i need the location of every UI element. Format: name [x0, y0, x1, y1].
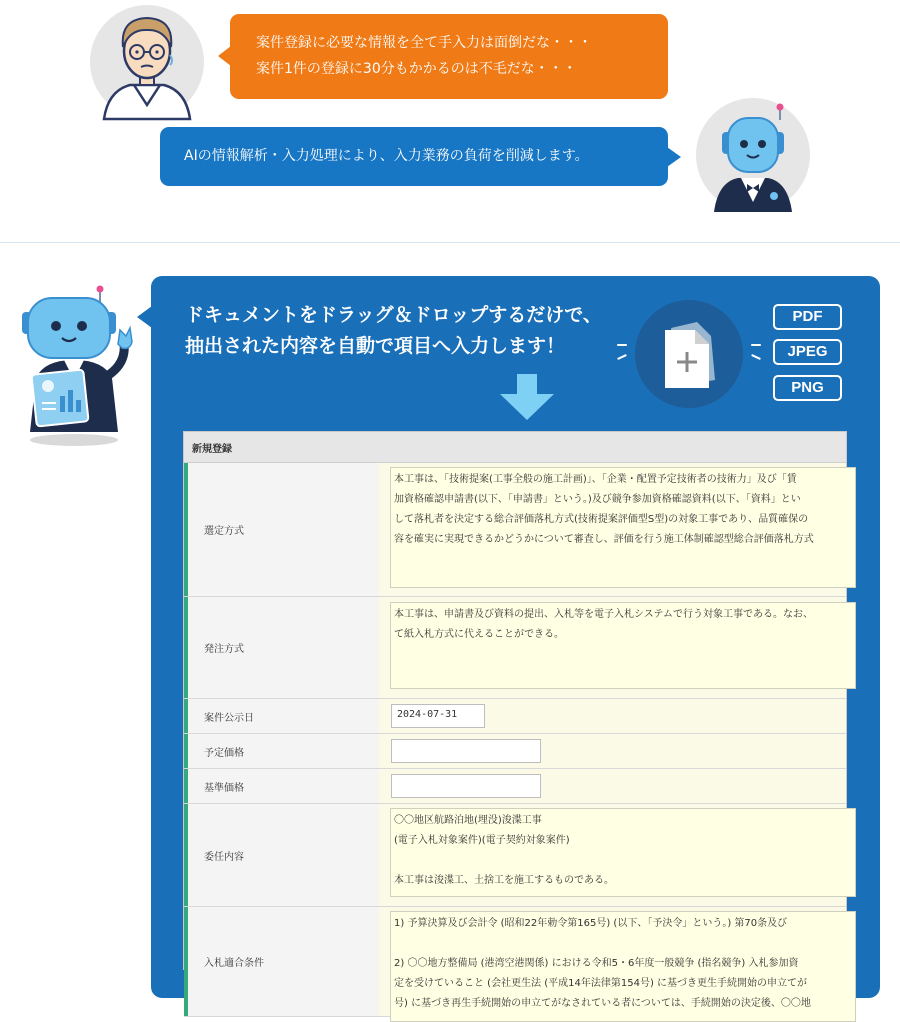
- field-label: 予定価格: [184, 734, 379, 768]
- field-row-planned-price: [184, 734, 846, 769]
- field-value-cell: [379, 597, 846, 698]
- text-line: て紙入札方式に代えることができる。: [394, 629, 564, 640]
- text-line: 容を確実に実現できるかどうかについて審査し、評価を行う施工体制確認型総合評価落札方式: [394, 534, 814, 545]
- text-line: 本工事は、「技術提案(工事全般の施工計画)」、「企業・配置予定技術者の技術力」及び「賃: [394, 474, 797, 485]
- text-line: 1) 予算決算及び会計令 (昭和22年勅令第165号) (以下、「予決令」という。) 第70条及び: [394, 918, 788, 929]
- ai-speech-bubble: [160, 127, 668, 186]
- field-value-cell: [379, 463, 846, 596]
- form-title: 新規登録: [184, 432, 846, 463]
- field-row-order-method: [184, 597, 846, 699]
- field-value-cell: [379, 804, 846, 906]
- document-add-icon[interactable]: [635, 300, 743, 408]
- field-value-cell: [379, 907, 846, 1016]
- sparkle-ray: [617, 354, 627, 360]
- user-line-2: 案件1件の登録に30分もかかるのは不毛だな・・・: [256, 61, 577, 77]
- field-row-commission: [184, 804, 846, 907]
- man-avatar-icon: [90, 5, 204, 119]
- order-method-textarea[interactable]: [390, 602, 856, 689]
- headline-line-2: 抽出された内容を自動で項目へ入力します！: [185, 335, 566, 357]
- planned-price-input[interactable]: [391, 739, 541, 763]
- announcement-date-input[interactable]: 2024-07-31: [391, 704, 485, 728]
- section-divider: [0, 242, 900, 243]
- field-row-announcement-date: [184, 699, 846, 734]
- selection-method-textarea[interactable]: [390, 467, 856, 588]
- bid-conditions-textarea[interactable]: [390, 911, 856, 1022]
- text-line: 〇〇地区航路泊地(埋没)浚渫工事: [394, 815, 542, 826]
- field-label: 選定方式: [184, 463, 379, 596]
- text-line: 加資格確認申請書(以下、「申請書」という。)及び競争参加資格確認資料(以下、「資料」とい: [394, 494, 801, 505]
- field-row-bid-conditions: [184, 907, 846, 1017]
- text-line: [394, 934, 855, 954]
- text-line: 号) に基づき再生手続開始の申立てがなされている者については、手続開始の決定後、〇〇地: [394, 998, 811, 1009]
- text-line: して落札者を決定する総合評価落札方式(技術提案評価型S型)の対象工事であり、品質確保の: [394, 514, 809, 525]
- base-price-input[interactable]: [391, 774, 541, 798]
- robot-avatar-icon: [696, 98, 810, 212]
- auto-input-panel: [151, 276, 880, 1009]
- sparkle-ray: [751, 354, 761, 360]
- text-line: 2) 〇〇地方整備局 (港湾空港関係) における令和5・6年度一般競争 (指名競争) 入札参加資: [394, 958, 799, 969]
- format-badge-pdf: PDF: [773, 304, 842, 330]
- user-speech-bubble: [230, 14, 668, 99]
- registration-form: [183, 431, 847, 1009]
- sparkle-ray: [617, 344, 627, 346]
- robot-tablet-icon: [14, 282, 144, 454]
- headline-line-1: ドキュメントをドラッグ＆ドロップするだけで、: [185, 304, 602, 326]
- field-label: 発注方式: [184, 597, 379, 698]
- field-value-cell: [379, 734, 846, 768]
- field-label: 案件公示日: [184, 699, 379, 733]
- text-line: 本工事は、申請書及び資料の提出、入札等を電子入札システムで行う対象工事である。なお、: [394, 609, 813, 620]
- commission-textarea[interactable]: [390, 808, 856, 897]
- field-label: 基準価格: [184, 769, 379, 803]
- format-badge-jpeg: JPEG: [773, 339, 842, 365]
- field-value-cell: [379, 699, 846, 733]
- field-row-selection-method: [184, 463, 846, 597]
- user-line-1: 案件登録に必要な情報を全て手入力は面倒だな・・・: [256, 35, 592, 51]
- field-value-cell: [379, 769, 846, 803]
- text-line: 本工事は浚渫工、土捨工を施工するものである。: [394, 875, 614, 886]
- field-row-base-price: [184, 769, 846, 804]
- panel-headline: [185, 300, 602, 362]
- text-line: [394, 851, 855, 871]
- field-label: 入札適合条件: [184, 907, 379, 1016]
- down-arrow-icon: [498, 374, 556, 420]
- text-line: 定を受けていること (会社更生法 (平成14年法律第154号) に基づき更生手続開始の申立てが: [394, 978, 808, 989]
- text-line: (電子入札対象案件)(電子契約対象案件): [394, 835, 570, 846]
- ai-message: AIの情報解析・入力処理により、入力業務の負荷を削減します。: [184, 148, 589, 164]
- format-badge-png: PNG: [773, 375, 842, 401]
- field-label: 委任内容: [184, 804, 379, 906]
- sparkle-ray: [751, 344, 761, 346]
